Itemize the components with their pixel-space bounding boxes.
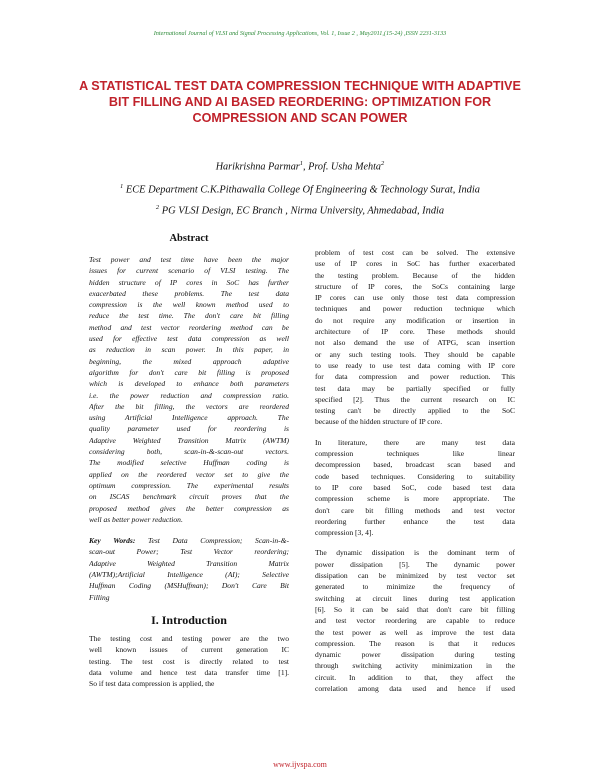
text-line: proposed method gives the better compression as [89, 503, 289, 513]
text-line: architecture of IP core. These methods should [315, 327, 515, 337]
text-line: hidden structure of IP cores in SoC has further [89, 277, 289, 287]
keywords-line [89, 535, 289, 546]
keywords-label: Key Words: [89, 536, 136, 546]
text-line: for data compression and power reduction. This [315, 372, 515, 382]
text-line: i.e. the power reduction and compression ratio. [89, 390, 289, 400]
text-line: use of IP cores in SoC has further exacerbated [315, 259, 515, 269]
author-name: Prof. Usha Mehta [308, 161, 382, 173]
text-line: So if test data compression is applied, the [89, 679, 215, 689]
text-line: which is developed to enhance both parameters [89, 379, 289, 389]
text-line: IP cores can use only those test data compression [315, 293, 515, 303]
text-line: considering both, scan-in-&-scan-out vectors. [89, 447, 289, 457]
text-line: The testing cost and testing power are the two [89, 633, 289, 643]
text-line: code based techniques. Considering to suitability [315, 471, 515, 481]
text-line: The dynamic dissipation is the dominant term of [315, 548, 515, 558]
text-line: not also demand the use of ATPG, scan insertion [315, 338, 515, 348]
text-line: Adaptive Weighted Transition Matrix (AWTM) [89, 435, 289, 445]
title-line: BIT FILLING AND AI BASED REORDERING: OPTIMIZATION FOR [108, 95, 492, 109]
text-line: and test vector reordering are capable to reduce [315, 616, 515, 626]
text-line: [6]. So it can be said that don't care bit filling [315, 604, 515, 614]
text-line: decompression based, broadcast scan based and [315, 460, 515, 470]
text-line: the test power as well as improve the test data [315, 627, 515, 637]
text-line: testing. The test cost is directly related to test [89, 656, 289, 666]
text-line: compression techniques like linear [315, 449, 515, 459]
text-line: reordering further enhance the test data [315, 516, 515, 526]
text-line: algorithm for don't care bit filling is proposed [89, 367, 289, 377]
affiliation [0, 183, 600, 195]
text-line: circuit. In addition to that, they affect the [315, 672, 515, 682]
text-line: switching at circuit lines during test application [315, 593, 515, 603]
text-line: Filling [89, 592, 110, 602]
paper-title [40, 78, 560, 126]
text-line: the testing problem. Because of the hidden [315, 270, 515, 280]
author-affil-mark: 1 [299, 160, 304, 167]
author-affil-mark: 2 [381, 160, 385, 167]
affiliation-text: PG VLSI Design, EC Branch , Nirma University, Ahmedabad, India [161, 205, 445, 217]
footer-url[interactable]: www.ijvspa.com [273, 760, 327, 769]
keywords-text: Test Data Compression; Scan-in-&- [135, 536, 289, 546]
text-line: on ISCAS benchmark circuit proves that the [89, 492, 289, 502]
text-line: dissipation can be minimized by test vector set [315, 571, 515, 581]
paragraph-gap [315, 538, 515, 547]
text-line: applied on the reordered vector set to give the [89, 469, 289, 479]
text-line: well known issues of current generation IC [89, 645, 289, 655]
introduction-body [89, 633, 289, 689]
text-line: as reduction in scan power. In this paper, in [89, 345, 289, 355]
body-paragraph [315, 437, 515, 539]
text-line: scan-out Power; Test Vector reordering; [89, 547, 289, 557]
text-line: using Artificial Intelligence approach. The [89, 413, 289, 423]
text-line: Huffman Coding (MSHuffman); Don't Care Bit [89, 581, 289, 591]
text-line: compression [3, 4]. [315, 528, 374, 538]
title-line: A STATISTICAL TEST DATA COMPRESSION TECHNIQUE WITH ADAPTIVE [79, 79, 521, 93]
text-line: to IP core based SoC, code based test data [315, 482, 515, 492]
text-line: compression is the well known method used to [89, 300, 289, 310]
affiliation-mark: 2 [155, 204, 160, 211]
text-line: don't care bit filling methods and test vector [315, 505, 515, 515]
keywords-block [89, 535, 289, 603]
text-line: compression scheme is more appropriate. The [315, 494, 515, 504]
text-line: problem of test cost can be solved. The extensive [315, 248, 515, 257]
author-name: Harikrishna Parmar [215, 161, 300, 173]
text-line: structure of IP cores, the SoCs containing large [315, 281, 515, 291]
text-line: used for effective test data compression as well [89, 334, 289, 344]
text-line: In literature, there are many test data [315, 437, 515, 447]
text-line: generated to minimize the frequency of [315, 582, 515, 592]
text-line: techniques and power reduction technique which [315, 304, 515, 314]
text-line: optimum compression. The experimental results [89, 480, 289, 490]
title-line: COMPRESSION AND SCAN POWER [192, 111, 408, 125]
text-line: test data may be partially specified or fully [315, 383, 515, 393]
text-line: to use ready to use test data coming with IP core [315, 360, 515, 370]
text-line: beginning, the mixed approach adaptive [89, 356, 289, 366]
text-line: do not require any modification or insertion in [315, 315, 515, 325]
author-list [0, 160, 600, 172]
left-column [89, 232, 289, 689]
text-line: through switching activity minimization in the [315, 661, 515, 671]
text-line: compression. The reason is that it reduces [315, 638, 515, 648]
affiliation [0, 204, 600, 216]
abstract-heading: Abstract [169, 233, 209, 244]
body-paragraph [315, 247, 515, 428]
text-line: Adaptive Weighted Transition Matrix [89, 558, 289, 568]
text-line: because of the hidden structure of IP core. [315, 417, 443, 427]
text-line: data volume and hence test data transfer time [1]. [89, 667, 289, 677]
text-line: (AWTM);Artificial Intelligence (AI); Selective [89, 570, 289, 580]
text-line: method and test vector reordering method can be [89, 322, 289, 332]
paragraph-gap [315, 428, 515, 437]
text-line: specified [2]. Thus the current research on IC [315, 394, 515, 404]
body-paragraph [315, 547, 515, 694]
author-separator: , [303, 161, 309, 173]
text-line: well as better power reduction. [89, 514, 183, 524]
text-line: exacerbated these problems. The test data [89, 288, 289, 298]
affiliation-mark: 1 [120, 183, 124, 190]
affiliation-text: ECE Department C.K.Pithawalla College Of Engineering & Technology Surat, India [125, 184, 480, 196]
abstract-body [89, 254, 289, 525]
journal-header: International Journal of VLSI and Signal Processing Applications, Vol. 1, Issue 2 , May2011,(15-24) ,ISSN 2231-3133 [153, 30, 447, 37]
text-line: Test power and test time have been the major [89, 255, 289, 264]
text-line: correlation among data used and hence if used [315, 683, 515, 693]
text-line: or any such testing tools. They should be capable [315, 349, 515, 359]
text-line: dynamic power dissipation during testing [315, 650, 515, 660]
text-line: issues for current scenario of VLSI testing. The [89, 266, 289, 276]
text-line: testing can't be directly applied to the SoC [315, 406, 515, 416]
introduction-heading: I. Introduction [151, 612, 227, 627]
text-line: The modified selective Huffman coding is [89, 458, 289, 468]
text-line: After the bit filling, the vectors are reordered [89, 401, 289, 411]
text-line: reduce the test time. The don't care bit filling [89, 311, 289, 321]
right-column [315, 247, 515, 694]
text-line: quality parameter used for reordering is [89, 424, 289, 434]
text-line: power dissipation [5]. The dynamic power [315, 559, 515, 569]
